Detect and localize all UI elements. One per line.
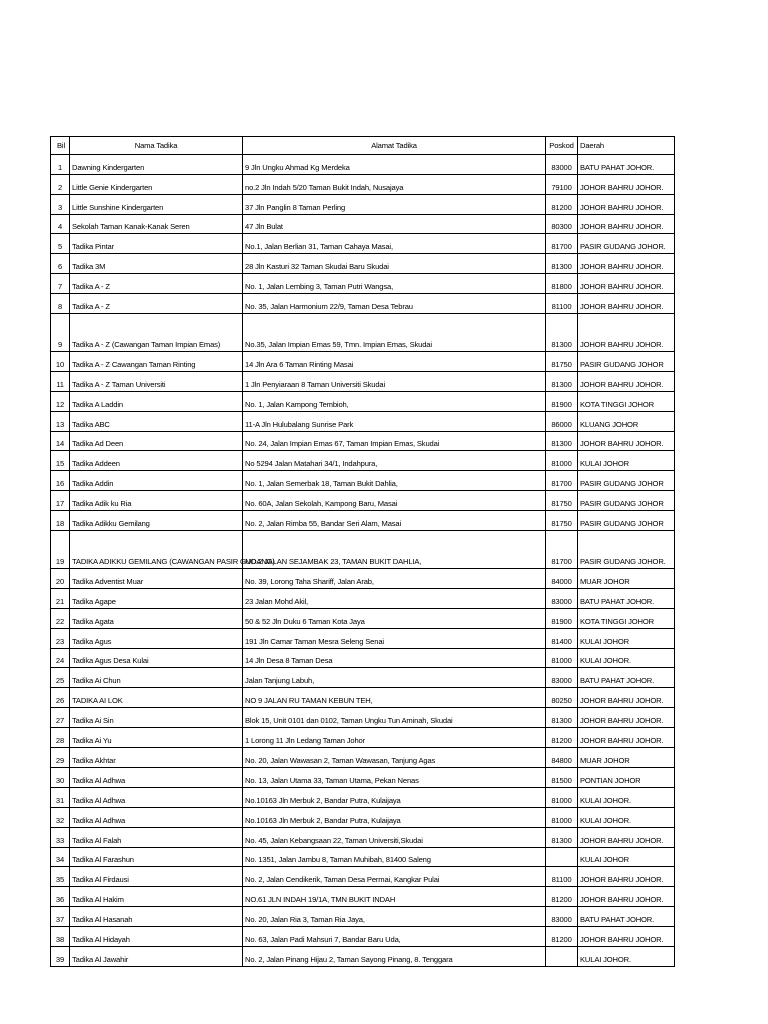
cell-nama-tadika: Tadika ABC	[70, 411, 243, 431]
cell-daerah: PASIR GUDANG JOHOR.	[578, 531, 675, 569]
table-row	[51, 827, 675, 847]
cell-alamat-tadika: 50 & 52 Jln Duku 6 Taman Kota Jaya	[243, 608, 546, 628]
table-row	[51, 491, 675, 511]
cell-daerah: JOHOR BAHRU JOHOR.	[578, 867, 675, 887]
header-nama-tadika: Nama Tadika	[70, 137, 243, 155]
cell-bil: 18	[51, 511, 70, 531]
table-row	[51, 234, 675, 254]
cell-nama-tadika: Tadika A - Z Taman Universiti	[70, 371, 243, 391]
cell-bil: 6	[51, 254, 70, 274]
cell-daerah: KULAI JOHOR.	[578, 807, 675, 827]
cell-poskod: 83000	[546, 668, 578, 688]
cell-alamat-tadika: No.10163 Jln Merbuk 2, Bandar Putra, Kulaijaya	[243, 807, 546, 827]
cell-nama-tadika: Tadika Agata	[70, 608, 243, 628]
cell-alamat-tadika: No. 1351, Jalan Jambu 8, Taman Muhibah, 81400 Saleng	[243, 847, 546, 867]
cell-nama-tadika: Tadika Ad Deen	[70, 431, 243, 451]
cell-daerah: JOHOR BAHRU JOHOR.	[578, 254, 675, 274]
cell-nama-tadika: Dawning Kindergarten	[70, 154, 243, 174]
cell-nama-tadika: Tadika Pintar	[70, 234, 243, 254]
cell-alamat-tadika: No. 2, Jalan Pinang Hijau 2, Taman Sayong Pinang, 8. Tenggara	[243, 946, 546, 966]
cell-poskod: 81700	[546, 471, 578, 491]
cell-daerah: KULAI JOHOR	[578, 451, 675, 471]
cell-nama-tadika: Tadika Al Jawahir	[70, 946, 243, 966]
cell-bil: 39	[51, 946, 70, 966]
cell-daerah: JOHOR BAHRU JOHOR.	[578, 688, 675, 708]
cell-daerah: KULAI JOHOR	[578, 628, 675, 648]
cell-bil: 21	[51, 588, 70, 608]
cell-nama-tadika: Tadika 3M	[70, 254, 243, 274]
cell-alamat-tadika: 23 Jalan Mohd Akil,	[243, 588, 546, 608]
cell-daerah: PONTIAN JOHOR	[578, 767, 675, 787]
cell-poskod: 81100	[546, 867, 578, 887]
cell-daerah: JOHOR BAHRU JOHOR.	[578, 728, 675, 748]
cell-alamat-tadika: No.1, Jalan Berlian 31, Taman Cahaya Masai,	[243, 234, 546, 254]
cell-bil: 33	[51, 827, 70, 847]
cell-bil: 23	[51, 628, 70, 648]
cell-poskod: 81300	[546, 827, 578, 847]
cell-poskod: 81700	[546, 531, 578, 569]
cell-alamat-tadika: No. 13, Jalan Utama 33, Taman Utama, Pekan Nenas	[243, 767, 546, 787]
cell-nama-tadika: Tadika Addeen	[70, 451, 243, 471]
cell-daerah: KOTA TINGGI JOHOR	[578, 391, 675, 411]
table-row	[51, 708, 675, 728]
cell-nama-tadika: Tadika Al Adhwa	[70, 787, 243, 807]
cell-alamat-tadika: 9 Jln Ungku Ahmad Kg Merdeka	[243, 154, 546, 174]
cell-bil: 28	[51, 728, 70, 748]
cell-alamat-tadika: 11-A Jln Hulubalang Sunrise Park	[243, 411, 546, 431]
table-row	[51, 471, 675, 491]
table-row	[51, 728, 675, 748]
cell-bil: 25	[51, 668, 70, 688]
cell-daerah: KULAI JOHOR.	[578, 946, 675, 966]
cell-nama-tadika: Tadika Al Falah	[70, 827, 243, 847]
cell-bil: 29	[51, 748, 70, 768]
cell-alamat-tadika: No 5294 Jalan Matahari 34/1, Indahpura,	[243, 451, 546, 471]
table-row	[51, 748, 675, 768]
table-row	[51, 174, 675, 194]
header-poskod: Poskod	[546, 137, 578, 155]
cell-alamat-tadika: No. 20, Jalan Ria 3, Taman Ria Jaya,	[243, 907, 546, 927]
table-row	[51, 648, 675, 668]
cell-alamat-tadika: 14 Jln Ara 6 Taman Rinting Masai	[243, 352, 546, 372]
cell-poskod: 81750	[546, 491, 578, 511]
cell-alamat-tadika: No. 45, Jalan Kebangsaan 22, Taman Universiti,Skudai	[243, 827, 546, 847]
cell-nama-tadika: Little Genie Kindergarten	[70, 174, 243, 194]
cell-daerah: PASIR GUDANG JOHOR	[578, 352, 675, 372]
table-row	[51, 352, 675, 372]
header-alamat-tadika: Alamat Tadika	[243, 137, 546, 155]
cell-poskod: 83000	[546, 588, 578, 608]
cell-bil: 38	[51, 927, 70, 947]
cell-poskod: 81900	[546, 608, 578, 628]
cell-nama-tadika: Tadika Adik ku Ria	[70, 491, 243, 511]
cell-nama-tadika: Tadika Al Adhwa	[70, 767, 243, 787]
cell-daerah: JOHOR BAHRU JOHOR.	[578, 174, 675, 194]
cell-alamat-tadika: No.10163 Jln Merbuk 2, Bandar Putra, Kulaijaya	[243, 787, 546, 807]
cell-nama-tadika: Tadika Adikku Gemilang	[70, 511, 243, 531]
cell-nama-tadika: Tadika Al Hidayah	[70, 927, 243, 947]
cell-alamat-tadika: 191 Jln Camar Taman Mesra Seleng Senai	[243, 628, 546, 648]
cell-bil: 36	[51, 887, 70, 907]
table-row	[51, 668, 675, 688]
cell-bil: 34	[51, 847, 70, 867]
cell-nama-tadika: Tadika A - Z (Cawangan Taman Impian Emas)	[70, 314, 243, 352]
cell-nama-tadika: Little Sunshine Kindergarten	[70, 194, 243, 214]
table-row	[51, 946, 675, 966]
cell-daerah: PASIR GUDANG JOHOR	[578, 511, 675, 531]
table-row	[51, 314, 675, 352]
cell-poskod: 83000	[546, 154, 578, 174]
table-row	[51, 847, 675, 867]
cell-alamat-tadika: No. 1, Jalan Kampong Tembioh,	[243, 391, 546, 411]
cell-bil: 13	[51, 411, 70, 431]
cell-poskod: 81200	[546, 927, 578, 947]
header-daerah: Daerah	[578, 137, 675, 155]
table-row	[51, 371, 675, 391]
cell-poskod: 81100	[546, 294, 578, 314]
cell-bil: 20	[51, 569, 70, 589]
cell-bil: 19	[51, 531, 70, 569]
table-row	[51, 531, 675, 569]
table-row	[51, 511, 675, 531]
table-row	[51, 608, 675, 628]
table-row	[51, 927, 675, 947]
cell-bil: 10	[51, 352, 70, 372]
cell-nama-tadika: Tadika Ai Chun	[70, 668, 243, 688]
cell-poskod: 81000	[546, 451, 578, 471]
cell-poskod: 81200	[546, 194, 578, 214]
cell-bil: 4	[51, 214, 70, 234]
table-row	[51, 887, 675, 907]
cell-bil: 12	[51, 391, 70, 411]
cell-nama-tadika: Tadika Adventist Muar	[70, 569, 243, 589]
table-row	[51, 411, 675, 431]
cell-bil: 16	[51, 471, 70, 491]
cell-daerah: JOHOR BAHRU JOHOR.	[578, 294, 675, 314]
cell-poskod	[546, 847, 578, 867]
table-row	[51, 254, 675, 274]
cell-alamat-tadika: 1 Lorong 11 Jln Ledang Taman Johor	[243, 728, 546, 748]
cell-poskod: 81200	[546, 728, 578, 748]
cell-bil: 7	[51, 274, 70, 294]
cell-daerah: MUAR JOHOR	[578, 748, 675, 768]
table-row	[51, 451, 675, 471]
cell-bil: 26	[51, 688, 70, 708]
table-row	[51, 688, 675, 708]
table-row	[51, 867, 675, 887]
cell-bil: 8	[51, 294, 70, 314]
cell-alamat-tadika: NO.61 JLN INDAH 19/1A, TMN BUKIT INDAH	[243, 887, 546, 907]
cell-poskod: 81300	[546, 371, 578, 391]
cell-bil: 32	[51, 807, 70, 827]
cell-daerah: BATU PAHAT JOHOR.	[578, 907, 675, 927]
cell-bil: 15	[51, 451, 70, 471]
cell-daerah: KLUANG JOHOR	[578, 411, 675, 431]
cell-bil: 3	[51, 194, 70, 214]
cell-bil: 9	[51, 314, 70, 352]
cell-daerah: KULAI JOHOR.	[578, 787, 675, 807]
cell-nama-tadika: Tadika A Laddin	[70, 391, 243, 411]
cell-nama-tadika: Tadika Al Hakim	[70, 887, 243, 907]
cell-daerah: BATU PAHAT JOHOR.	[578, 668, 675, 688]
cell-alamat-tadika: No. 60A, Jalan Sekolah, Kampong Baru, Masai	[243, 491, 546, 511]
cell-nama-tadika: Tadika Addin	[70, 471, 243, 491]
cell-daerah: KOTA TINGGI JOHOR	[578, 608, 675, 628]
table-row	[51, 154, 675, 174]
cell-alamat-tadika: No. 2, Jalan Cendikerik, Taman Desa Permai, Kangkar Pulai	[243, 867, 546, 887]
cell-poskod: 80300	[546, 214, 578, 234]
cell-poskod: 83000	[546, 907, 578, 927]
table-body	[51, 154, 675, 966]
cell-alamat-tadika: No.35, Jalan Impian Emas 59, Tmn. Impian Emas, Skudai	[243, 314, 546, 352]
cell-alamat-tadika: 28 Jln Kasturi 32 Taman Skudai Baru Skudai	[243, 254, 546, 274]
table-row	[51, 431, 675, 451]
cell-nama-tadika: Tadika A - Z Cawangan Taman Rinting	[70, 352, 243, 372]
cell-nama-tadika: Tadika Al Adhwa	[70, 807, 243, 827]
cell-poskod: 81000	[546, 807, 578, 827]
cell-poskod: 81000	[546, 787, 578, 807]
cell-alamat-tadika: No. 24, Jalan Impian Emas 67, Taman Impian Emas, Skudai	[243, 431, 546, 451]
cell-nama-tadika: Tadika Agus Desa Kulai	[70, 648, 243, 668]
cell-alamat-tadika: No. 35, Jalan Harmonium 22/9, Taman Desa Tebrau	[243, 294, 546, 314]
cell-daerah: KULAI JOHOR.	[578, 648, 675, 668]
cell-daerah: BATU PAHAT JOHOR.	[578, 588, 675, 608]
cell-alamat-tadika: no.2 Jln Indah 5/20 Taman Bukit Indah, Nusajaya	[243, 174, 546, 194]
table-row	[51, 787, 675, 807]
cell-bil: 35	[51, 867, 70, 887]
cell-daerah: JOHOR BAHRU JOHOR.	[578, 708, 675, 728]
cell-alamat-tadika: Jalan Tanjung Labuh,	[243, 668, 546, 688]
cell-bil: 14	[51, 431, 70, 451]
cell-daerah: JOHOR BAHRU JOHOR.	[578, 927, 675, 947]
table-row	[51, 628, 675, 648]
cell-poskod: 81200	[546, 887, 578, 907]
cell-alamat-tadika: No. 39, Lorong Taha Shariff, Jalan Arab,	[243, 569, 546, 589]
cell-poskod	[546, 946, 578, 966]
cell-alamat-tadika: NO.2 JALAN SEJAMBAK 23, TAMAN BUKIT DAHLIA,	[243, 531, 546, 569]
cell-poskod: 81300	[546, 431, 578, 451]
cell-daerah: PASIR GUDANG JOHOR	[578, 491, 675, 511]
cell-poskod: 81500	[546, 767, 578, 787]
cell-nama-tadika: Tadika Al Farashun	[70, 847, 243, 867]
cell-bil: 17	[51, 491, 70, 511]
cell-nama-tadika: Tadika Akhtar	[70, 748, 243, 768]
table-row	[51, 274, 675, 294]
cell-daerah: PASIR GUDANG JOHOR.	[578, 234, 675, 254]
cell-bil: 1	[51, 154, 70, 174]
cell-daerah: PASIR GUDANG JOHOR	[578, 471, 675, 491]
table-row	[51, 294, 675, 314]
cell-daerah: JOHOR BAHRU JOHOR.	[578, 887, 675, 907]
cell-nama-tadika: Tadika A - Z	[70, 294, 243, 314]
cell-bil: 37	[51, 907, 70, 927]
cell-daerah: MUAR JOHOR	[578, 569, 675, 589]
cell-nama-tadika: Tadika Agape	[70, 588, 243, 608]
cell-poskod: 84800	[546, 748, 578, 768]
cell-poskod: 86000	[546, 411, 578, 431]
cell-daerah: KULAI JOHOR	[578, 847, 675, 867]
cell-poskod: 79100	[546, 174, 578, 194]
cell-poskod: 80250	[546, 688, 578, 708]
table-row	[51, 569, 675, 589]
cell-alamat-tadika: No. 63, Jalan Padi Mahsuri 7, Bandar Baru Uda,	[243, 927, 546, 947]
cell-daerah: JOHOR BAHRU JOHOR.	[578, 371, 675, 391]
cell-nama-tadika: Tadika Ai Sin	[70, 708, 243, 728]
cell-alamat-tadika: Blok 15, Unit 0101 dan 0102, Taman Ungku Tun Aminah, Skudai	[243, 708, 546, 728]
cell-alamat-tadika: 37 Jln Panglin 8 Taman Perling	[243, 194, 546, 214]
cell-bil: 22	[51, 608, 70, 628]
cell-daerah: JOHOR BAHRU JOHOR.	[578, 827, 675, 847]
cell-nama-tadika: Tadika Al Hasanah	[70, 907, 243, 927]
cell-bil: 24	[51, 648, 70, 668]
cell-alamat-tadika: No. 20, Jalan Wawasan 2, Taman Wawasan, Tanjung Agas	[243, 748, 546, 768]
cell-nama-tadika: TADIKA AI LOK	[70, 688, 243, 708]
cell-daerah: JOHOR BAHRU JOHOR.	[578, 274, 675, 294]
header-row	[51, 137, 675, 155]
cell-poskod: 81300	[546, 254, 578, 274]
cell-poskod: 81800	[546, 274, 578, 294]
table-row	[51, 807, 675, 827]
cell-alamat-tadika: 47 Jln Bulat	[243, 214, 546, 234]
cell-bil: 30	[51, 767, 70, 787]
cell-alamat-tadika: 14 Jln Desa 8 Taman Desa	[243, 648, 546, 668]
table-row	[51, 391, 675, 411]
cell-alamat-tadika: No. 2, Jalan Rimba 55, Bandar Seri Alam, Masai	[243, 511, 546, 531]
cell-nama-tadika: TADIKA ADIKKU GEMILANG (CAWANGAN PASIR GUDANG)	[70, 531, 243, 569]
cell-bil: 27	[51, 708, 70, 728]
cell-nama-tadika: Tadika Agus	[70, 628, 243, 648]
cell-daerah: JOHOR BAHRU JOHOR.	[578, 314, 675, 352]
table-row	[51, 588, 675, 608]
cell-bil: 31	[51, 787, 70, 807]
header-bil: Bil	[51, 137, 70, 155]
cell-bil: 5	[51, 234, 70, 254]
cell-nama-tadika: Tadika Ai Yu	[70, 728, 243, 748]
cell-bil: 2	[51, 174, 70, 194]
cell-alamat-tadika: No. 1, Jalan Semerbak 18, Taman Bukit Dahlia,	[243, 471, 546, 491]
cell-poskod: 81300	[546, 708, 578, 728]
cell-poskod: 81000	[546, 648, 578, 668]
cell-bil: 11	[51, 371, 70, 391]
cell-daerah: BATU PAHAT JOHOR.	[578, 154, 675, 174]
kindergarten-table	[50, 136, 675, 967]
table-row	[51, 907, 675, 927]
table-row	[51, 767, 675, 787]
cell-poskod: 81700	[546, 234, 578, 254]
cell-nama-tadika: Tadika A - Z	[70, 274, 243, 294]
cell-nama-tadika: Tadika Al Firdausi	[70, 867, 243, 887]
cell-alamat-tadika: No. 1, Jalan Lembing 3, Taman Putri Wangsa,	[243, 274, 546, 294]
cell-daerah: JOHOR BAHRU JOHOR.	[578, 431, 675, 451]
table-row	[51, 214, 675, 234]
cell-alamat-tadika: 1 Jln Penyiaraan 8 Taman Universiti Skudai	[243, 371, 546, 391]
cell-poskod: 81750	[546, 511, 578, 531]
spreadsheet-page	[50, 136, 674, 967]
cell-nama-tadika: Sekolah Taman Kanak-Kanak Seren	[70, 214, 243, 234]
table-row	[51, 194, 675, 214]
cell-daerah: JOHOR BAHRU JOHOR.	[578, 194, 675, 214]
cell-poskod: 81300	[546, 314, 578, 352]
cell-poskod: 81750	[546, 352, 578, 372]
cell-poskod: 84000	[546, 569, 578, 589]
cell-daerah: JOHOR BAHRU JOHOR.	[578, 214, 675, 234]
cell-poskod: 81400	[546, 628, 578, 648]
cell-poskod: 81900	[546, 391, 578, 411]
cell-alamat-tadika: NO 9 JALAN RU TAMAN KEBUN TEH,	[243, 688, 546, 708]
